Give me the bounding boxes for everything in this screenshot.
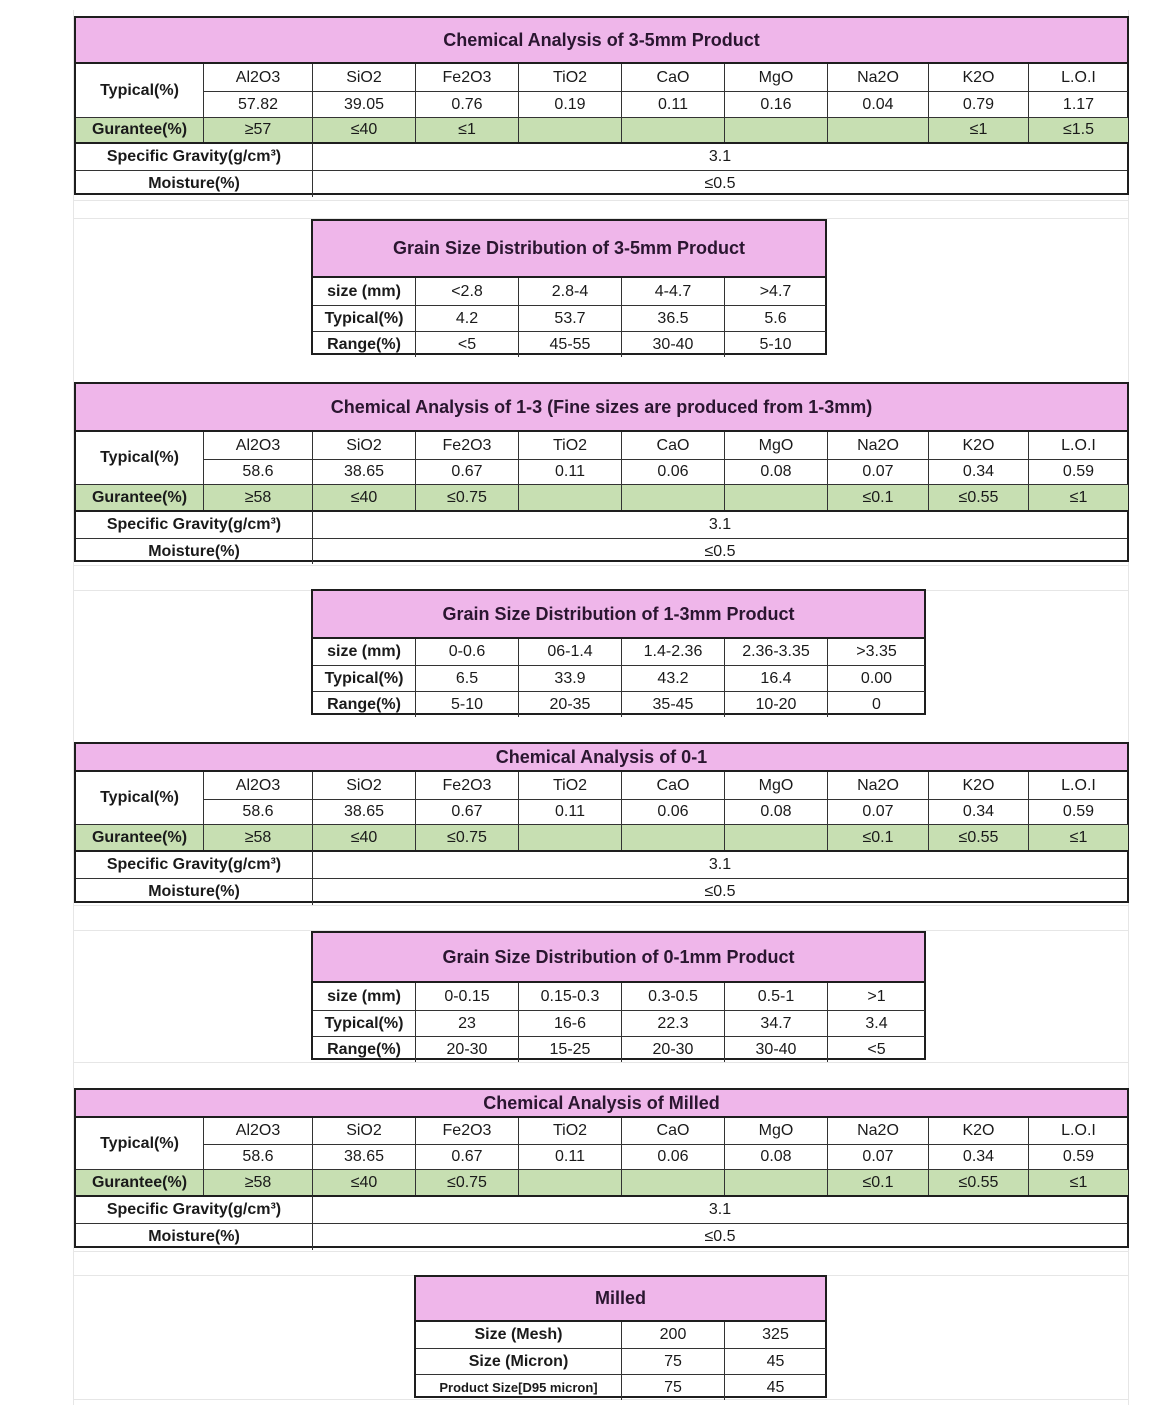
- typical-value: 0.67: [415, 459, 518, 484]
- guarantee-value: ≤0.55: [928, 484, 1028, 510]
- column-header: SiO2: [312, 772, 415, 799]
- typical-value: 57.82: [203, 91, 312, 117]
- column-header: L.O.I: [1028, 432, 1128, 459]
- column-header: Na2O: [827, 1118, 928, 1144]
- grain-value: 0.00: [827, 665, 925, 691]
- typical-value: 0.67: [415, 1144, 518, 1169]
- column-header: MgO: [724, 1118, 827, 1144]
- typical-value: 0.79: [928, 91, 1028, 117]
- grain-value: 30-40: [724, 1036, 827, 1062]
- guarantee-label: Gurantee(%): [76, 484, 203, 510]
- column-header: K2O: [928, 772, 1028, 799]
- typical-value: 0.11: [518, 459, 621, 484]
- table-title: Chemical Analysis of Milled: [76, 1090, 1127, 1118]
- grain-value: <5: [415, 331, 518, 357]
- milled-value: 325: [724, 1322, 826, 1348]
- grain-value: 2.8-4: [518, 278, 621, 305]
- typical-value: 0.59: [1028, 459, 1128, 484]
- typical-value: 0.34: [928, 799, 1028, 824]
- column-header: L.O.I: [1028, 1118, 1128, 1144]
- column-header: SiO2: [312, 64, 415, 91]
- row-label: Typical(%): [313, 305, 415, 331]
- grain-value: 16-6: [518, 1010, 621, 1036]
- grain-value: 0.15-0.3: [518, 983, 621, 1010]
- grain-value: 06-1.4: [518, 639, 621, 665]
- typical-value: 0.11: [621, 91, 724, 117]
- guarantee-value: ≤0.55: [928, 1169, 1028, 1195]
- row-label: size (mm): [327, 987, 401, 1005]
- typical-value: 58.6: [203, 799, 312, 824]
- table-title: Grain Size Distribution of 0-1mm Product: [313, 933, 924, 983]
- grain-size-table: [311, 589, 926, 715]
- grain-value: 5.6: [724, 305, 826, 331]
- milled-value: 200: [621, 1322, 724, 1348]
- grain-value: 15-25: [518, 1036, 621, 1062]
- guarantee-value: ≤1: [928, 117, 1028, 142]
- moisture-value: ≤0.5: [312, 170, 1127, 197]
- grain-value: 33.9: [518, 665, 621, 691]
- specific-gravity-label: Specific Gravity(g/cm³): [76, 142, 312, 170]
- moisture-label: Moisture(%): [76, 538, 312, 564]
- typical-value: 38.65: [312, 459, 415, 484]
- typical-value: 0.67: [415, 799, 518, 824]
- column-header: Al2O3: [203, 64, 312, 91]
- typical-value: 0.04: [827, 91, 928, 117]
- column-header: Fe2O3: [415, 64, 518, 91]
- column-header: K2O: [928, 1118, 1028, 1144]
- row-label: size (mm): [327, 282, 401, 300]
- guarantee-value: [518, 1169, 621, 1195]
- grain-value: 0.5-1: [724, 983, 827, 1010]
- guarantee-value: [724, 1169, 827, 1195]
- column-header: Na2O: [827, 432, 928, 459]
- sheet-gridline: [73, 1062, 1129, 1063]
- table-title: Milled: [416, 1277, 825, 1322]
- typical-value: 0.06: [621, 1144, 724, 1169]
- guarantee-value: [724, 824, 827, 850]
- typical-value: 0.59: [1028, 1144, 1128, 1169]
- column-header: Al2O3: [203, 1118, 312, 1144]
- guarantee-value: ≤0.75: [415, 1169, 518, 1195]
- milled-value: 75: [621, 1374, 724, 1400]
- column-header: CaO: [621, 64, 724, 91]
- specific-gravity-value: 3.1: [312, 850, 1127, 878]
- guarantee-value: ≤0.1: [827, 824, 928, 850]
- guarantee-value: ≤0.75: [415, 484, 518, 510]
- moisture-value: ≤0.5: [312, 1223, 1127, 1250]
- grain-value: <2.8: [415, 278, 518, 305]
- typical-value: 0.08: [724, 799, 827, 824]
- column-header: Fe2O3: [415, 1118, 518, 1144]
- guarantee-value: ≤40: [312, 117, 415, 142]
- grain-value: 20-30: [621, 1036, 724, 1062]
- chemical-analysis-table: [74, 382, 1129, 562]
- guarantee-value: ≤40: [312, 484, 415, 510]
- row-label: Range(%): [313, 691, 415, 717]
- column-header: Na2O: [827, 64, 928, 91]
- milled-value: 45: [724, 1374, 826, 1400]
- moisture-label: Moisture(%): [76, 1223, 312, 1250]
- specific-gravity-label: Specific Gravity(g/cm³): [76, 1195, 312, 1223]
- row-label: Size (Mesh): [474, 1326, 563, 1343]
- guarantee-value: [621, 484, 724, 510]
- guarantee-value: [518, 117, 621, 142]
- grain-value: 34.7: [724, 1010, 827, 1036]
- grain-value: 23: [415, 1010, 518, 1036]
- column-header: Al2O3: [203, 772, 312, 799]
- milled-value: 75: [621, 1348, 724, 1374]
- grain-value: >3.35: [827, 639, 925, 665]
- typical-value: 0.11: [518, 1144, 621, 1169]
- table-title: Chemical Analysis of 1-3 (Fine sizes are produced from 1-3mm): [76, 384, 1127, 432]
- table-title: Chemical Analysis of 0-1: [76, 744, 1127, 772]
- grain-size-table: [311, 931, 926, 1060]
- guarantee-value: [724, 117, 827, 142]
- guarantee-value: ≤40: [312, 824, 415, 850]
- column-header: L.O.I: [1028, 64, 1128, 91]
- grain-value: 5-10: [724, 331, 826, 357]
- column-header: SiO2: [312, 432, 415, 459]
- guarantee-value: [724, 484, 827, 510]
- guarantee-value: ≤0.55: [928, 824, 1028, 850]
- guarantee-value: ≥57: [203, 117, 312, 142]
- grain-value: 3.4: [827, 1010, 925, 1036]
- typical-value: 39.05: [312, 91, 415, 117]
- guarantee-value: ≥58: [203, 484, 312, 510]
- guarantee-value: ≤1: [1028, 824, 1128, 850]
- sheet-gridline: [73, 905, 1129, 906]
- sheet-gridline: [73, 565, 1129, 566]
- typical-label: Typical(%): [100, 789, 179, 806]
- column-header: TiO2: [518, 772, 621, 799]
- typical-label: Typical(%): [100, 449, 179, 466]
- grain-size-table: [311, 219, 827, 355]
- grain-value: 20-35: [518, 691, 621, 717]
- grain-value: 53.7: [518, 305, 621, 331]
- grain-value: 43.2: [621, 665, 724, 691]
- guarantee-value: [518, 824, 621, 850]
- grain-value: 30-40: [621, 331, 724, 357]
- grain-value: >4.7: [724, 278, 826, 305]
- guarantee-value: ≤0.1: [827, 1169, 928, 1195]
- moisture-value: ≤0.5: [312, 538, 1127, 564]
- typical-value: 0.11: [518, 799, 621, 824]
- typical-value: 38.65: [312, 1144, 415, 1169]
- guarantee-value: [621, 117, 724, 142]
- grain-value: 35-45: [621, 691, 724, 717]
- column-header: Al2O3: [203, 432, 312, 459]
- guarantee-value: ≤0.1: [827, 484, 928, 510]
- specific-gravity-label: Specific Gravity(g/cm³): [76, 510, 312, 538]
- guarantee-value: ≥58: [203, 1169, 312, 1195]
- column-header: L.O.I: [1028, 772, 1128, 799]
- typical-value: 0.07: [827, 799, 928, 824]
- row-label: Range(%): [313, 331, 415, 357]
- guarantee-label: Gurantee(%): [76, 1169, 203, 1195]
- chemical-analysis-table: [74, 16, 1129, 195]
- column-header: CaO: [621, 772, 724, 799]
- grain-value: 4.2: [415, 305, 518, 331]
- moisture-value: ≤0.5: [312, 878, 1127, 905]
- typical-label: Typical(%): [100, 1134, 179, 1152]
- grain-value: 0-0.6: [415, 639, 518, 665]
- column-header: TiO2: [518, 1118, 621, 1144]
- column-header: Fe2O3: [415, 772, 518, 799]
- typical-value: 0.08: [724, 459, 827, 484]
- guarantee-value: ≤1.5: [1028, 117, 1128, 142]
- typical-value: 1.17: [1028, 91, 1128, 117]
- row-label: Typical(%): [313, 665, 415, 691]
- specific-gravity-label: Specific Gravity(g/cm³): [76, 850, 312, 878]
- milled-table: [414, 1275, 827, 1398]
- chemical-analysis-table: [74, 742, 1129, 903]
- row-label: Size (Micron): [416, 1348, 621, 1374]
- column-header: Fe2O3: [415, 432, 518, 459]
- chemical-analysis-table: [74, 1088, 1129, 1248]
- grain-value: 36.5: [621, 305, 724, 331]
- grain-value: 16.4: [724, 665, 827, 691]
- typical-value: 0.34: [928, 1144, 1028, 1169]
- grain-value: 1.4-2.36: [621, 639, 724, 665]
- guarantee-value: ≤40: [312, 1169, 415, 1195]
- guarantee-value: ≤1: [1028, 1169, 1128, 1195]
- table-title: Grain Size Distribution of 3-5mm Product: [313, 221, 825, 278]
- guarantee-value: [621, 1169, 724, 1195]
- typical-value: 0.76: [415, 91, 518, 117]
- column-header: Na2O: [827, 772, 928, 799]
- typical-value: 0.06: [621, 459, 724, 484]
- column-header: SiO2: [312, 1118, 415, 1144]
- table-title: Grain Size Distribution of 1-3mm Product: [313, 591, 924, 639]
- column-header: K2O: [928, 432, 1028, 459]
- specific-gravity-value: 3.1: [312, 510, 1127, 538]
- typical-value: 0.07: [827, 1144, 928, 1169]
- typical-value: 0.34: [928, 459, 1028, 484]
- column-header: K2O: [928, 64, 1028, 91]
- row-label: Range(%): [313, 1036, 415, 1062]
- row-label: Typical(%): [313, 1010, 415, 1036]
- milled-value: 45: [724, 1348, 826, 1374]
- grain-value: 6.5: [415, 665, 518, 691]
- grain-value: 0-0.15: [415, 983, 518, 1010]
- guarantee-value: [621, 824, 724, 850]
- moisture-label: Moisture(%): [76, 170, 312, 197]
- guarantee-value: ≤1: [1028, 484, 1128, 510]
- sheet-gridline: [73, 1251, 1129, 1252]
- grain-value: 20-30: [415, 1036, 518, 1062]
- column-header: TiO2: [518, 432, 621, 459]
- grain-value: 4-4.7: [621, 278, 724, 305]
- typical-value: 58.6: [203, 1144, 312, 1169]
- guarantee-label: Gurantee(%): [76, 117, 203, 142]
- row-label: size (mm): [327, 643, 401, 660]
- typical-value: 0.16: [724, 91, 827, 117]
- typical-value: 0.08: [724, 1144, 827, 1169]
- grain-value: 22.3: [621, 1010, 724, 1036]
- column-header: TiO2: [518, 64, 621, 91]
- row-label: Product Size[D95 micron]: [416, 1374, 621, 1400]
- typical-value: 0.19: [518, 91, 621, 117]
- guarantee-value: ≤1: [415, 117, 518, 142]
- grain-value: 10-20: [724, 691, 827, 717]
- guarantee-value: ≤0.75: [415, 824, 518, 850]
- typical-label: Typical(%): [100, 81, 179, 99]
- column-header: MgO: [724, 432, 827, 459]
- grain-value: 5-10: [415, 691, 518, 717]
- typical-value: 0.07: [827, 459, 928, 484]
- grain-value: <5: [827, 1036, 925, 1062]
- typical-value: 0.06: [621, 799, 724, 824]
- table-title: Chemical Analysis of 3-5mm Product: [76, 18, 1127, 64]
- column-header: MgO: [724, 772, 827, 799]
- specific-gravity-value: 3.1: [312, 142, 1127, 170]
- guarantee-value: ≥58: [203, 824, 312, 850]
- grain-value: >1: [827, 983, 925, 1010]
- guarantee-value: [518, 484, 621, 510]
- grain-value: 0: [827, 691, 925, 717]
- typical-value: 58.6: [203, 459, 312, 484]
- grain-value: 45-55: [518, 331, 621, 357]
- specific-gravity-value: 3.1: [312, 1195, 1127, 1223]
- typical-value: 38.65: [312, 799, 415, 824]
- grain-value: 2.36-3.35: [724, 639, 827, 665]
- moisture-label: Moisture(%): [76, 878, 312, 905]
- sheet-gridline: [73, 200, 1129, 201]
- guarantee-label: Gurantee(%): [76, 824, 203, 850]
- guarantee-value: [827, 117, 928, 142]
- column-header: CaO: [621, 1118, 724, 1144]
- grain-value: 0.3-0.5: [621, 983, 724, 1010]
- column-header: MgO: [724, 64, 827, 91]
- column-header: CaO: [621, 432, 724, 459]
- typical-value: 0.59: [1028, 799, 1128, 824]
